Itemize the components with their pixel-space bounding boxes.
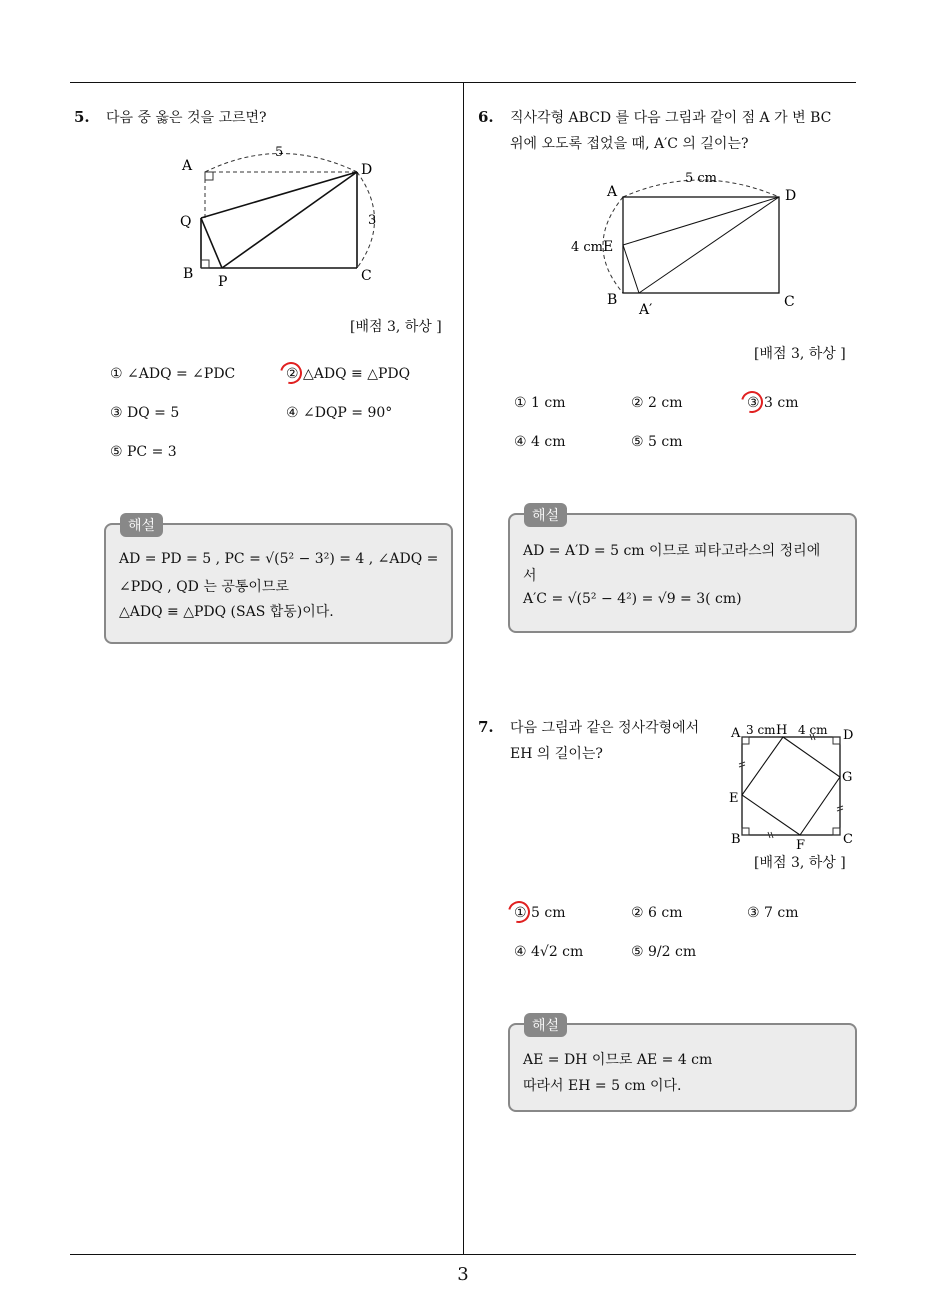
q6-option-5[interactable]: ⑤ 5 cm: [631, 434, 683, 450]
q5-label-C: C: [361, 268, 372, 284]
q7-label-D: D: [843, 728, 854, 743]
q7-option-3[interactable]: ③ 7 cm: [747, 905, 799, 921]
q7-label-G: G: [842, 770, 853, 785]
q5-figure: [170, 140, 390, 290]
q7-answer-mark: [504, 897, 534, 927]
q5-label-P: P: [218, 274, 228, 290]
q7-label-A: A: [731, 726, 741, 741]
q6-label-A: A: [607, 184, 618, 200]
q5-label-B: B: [183, 266, 194, 282]
q7-label-F: F: [796, 838, 806, 852]
q6-answer-mark: [737, 387, 767, 417]
column-divider: [463, 82, 464, 1254]
q5-answer-mark: [276, 358, 306, 388]
q7-solution-box: [508, 1018, 857, 1112]
q6-option-4[interactable]: ④ 4 cm: [514, 434, 566, 450]
q7-score: [배점 3, 하상 ]: [754, 855, 846, 871]
q6-solution-tag: 해설: [524, 503, 567, 527]
q6-number: 6.: [478, 108, 494, 126]
q5-solution-tag: 해설: [120, 513, 163, 537]
q6-option-3[interactable]: ③ 3 cm: [747, 395, 799, 411]
q7-solution-tag: 해설: [524, 1013, 567, 1037]
q7-label-B: B: [731, 832, 741, 847]
q7-label-E: E: [729, 791, 739, 806]
q5-label-A: A: [182, 158, 193, 174]
q6-label-4cm: 4 cm: [571, 240, 604, 255]
q7-option-1[interactable]: ① 5 cm: [514, 905, 566, 921]
q7-label-3cm: 3 cm: [746, 723, 776, 737]
q6-label-D: D: [785, 188, 797, 204]
q5-option-2[interactable]: ② △ADQ ≡ △PDQ: [286, 366, 411, 382]
q6-option-1[interactable]: ① 1 cm: [514, 395, 566, 411]
q6-label-C: C: [784, 294, 795, 310]
q5-solution-line-3: △ADQ ≡ △PDQ (SAS 합동)이다.: [119, 604, 334, 620]
q6-solution-box: [508, 508, 857, 633]
q6-score: [배점 3, 하상 ]: [754, 346, 846, 362]
q6-question-line-2: 위에 오도록 접었을 때, A′C 의 길이는?: [510, 136, 749, 152]
q7-solution-line-1: AE = DH 이므로 AE = 4 cm: [523, 1052, 713, 1068]
q5-solution-line-2: ∠PDQ , QD 는 공통이므로: [119, 579, 289, 595]
q5-label-D: D: [361, 162, 373, 178]
q7-option-4[interactable]: ④ 4√2 cm: [514, 944, 584, 960]
q6-label-B: B: [607, 292, 618, 308]
q5-option-5[interactable]: ⑤ PC = 3: [110, 444, 177, 460]
q5-option-4[interactable]: ④ ∠DQP = 90°: [286, 405, 393, 421]
q5-label-Q: Q: [180, 214, 192, 230]
q5-label-3: 3: [368, 213, 377, 228]
q7-figure: [726, 720, 858, 852]
q5-number: 5.: [74, 108, 90, 126]
q5-solution-line-1: AD = PD = 5 , PC = √(5² − 3²) = 4 , ∠ADQ =: [119, 551, 439, 567]
q7-label-4cm: 4 cm: [798, 723, 828, 737]
q7-question-line-2: EH 의 길이는?: [510, 746, 603, 762]
q7-option-2[interactable]: ② 6 cm: [631, 905, 683, 921]
q6-question-line-1: 직사각형 ABCD 를 다음 그림과 같이 점 A 가 변 BC: [510, 110, 832, 126]
bottom-rule: [70, 1254, 856, 1255]
q5-option-3[interactable]: ③ DQ = 5: [110, 405, 180, 421]
q5-solution-box: [104, 518, 453, 644]
q7-label-H: H: [776, 723, 788, 738]
q5-score: [배점 3, 하상 ]: [350, 319, 442, 335]
q6-label-E: E: [603, 239, 614, 255]
q6-label-5cm: 5 cm: [685, 171, 718, 186]
q7-label-C: C: [843, 832, 853, 847]
q6-figure: [565, 168, 815, 320]
q5-option-1[interactable]: ① ∠ADQ = ∠PDC: [110, 366, 236, 382]
q7-option-5[interactable]: ⑤ 9/2 cm: [631, 944, 697, 960]
q7-solution-line-2: 따라서 EH = 5 cm 이다.: [523, 1078, 682, 1094]
page-number: 3: [457, 1264, 469, 1285]
q6-option-2[interactable]: ② 2 cm: [631, 395, 683, 411]
q7-number: 7.: [478, 718, 494, 736]
q6-solution-line-1: AD = A′D = 5 cm 이므로 피타고라스의 정리에: [523, 543, 821, 559]
q7-question-line-1: 다음 그림과 같은 정사각형에서: [510, 720, 700, 736]
q6-label-Aprime: A′: [639, 302, 653, 318]
q5-label-5: 5: [275, 145, 284, 160]
q6-solution-line-3: A′C = √(5² − 4²) = √9 = 3( cm): [523, 591, 742, 607]
q6-solution-line-2: 서: [523, 568, 537, 584]
q5-question: 다음 중 옳은 것을 고르면?: [106, 110, 267, 126]
